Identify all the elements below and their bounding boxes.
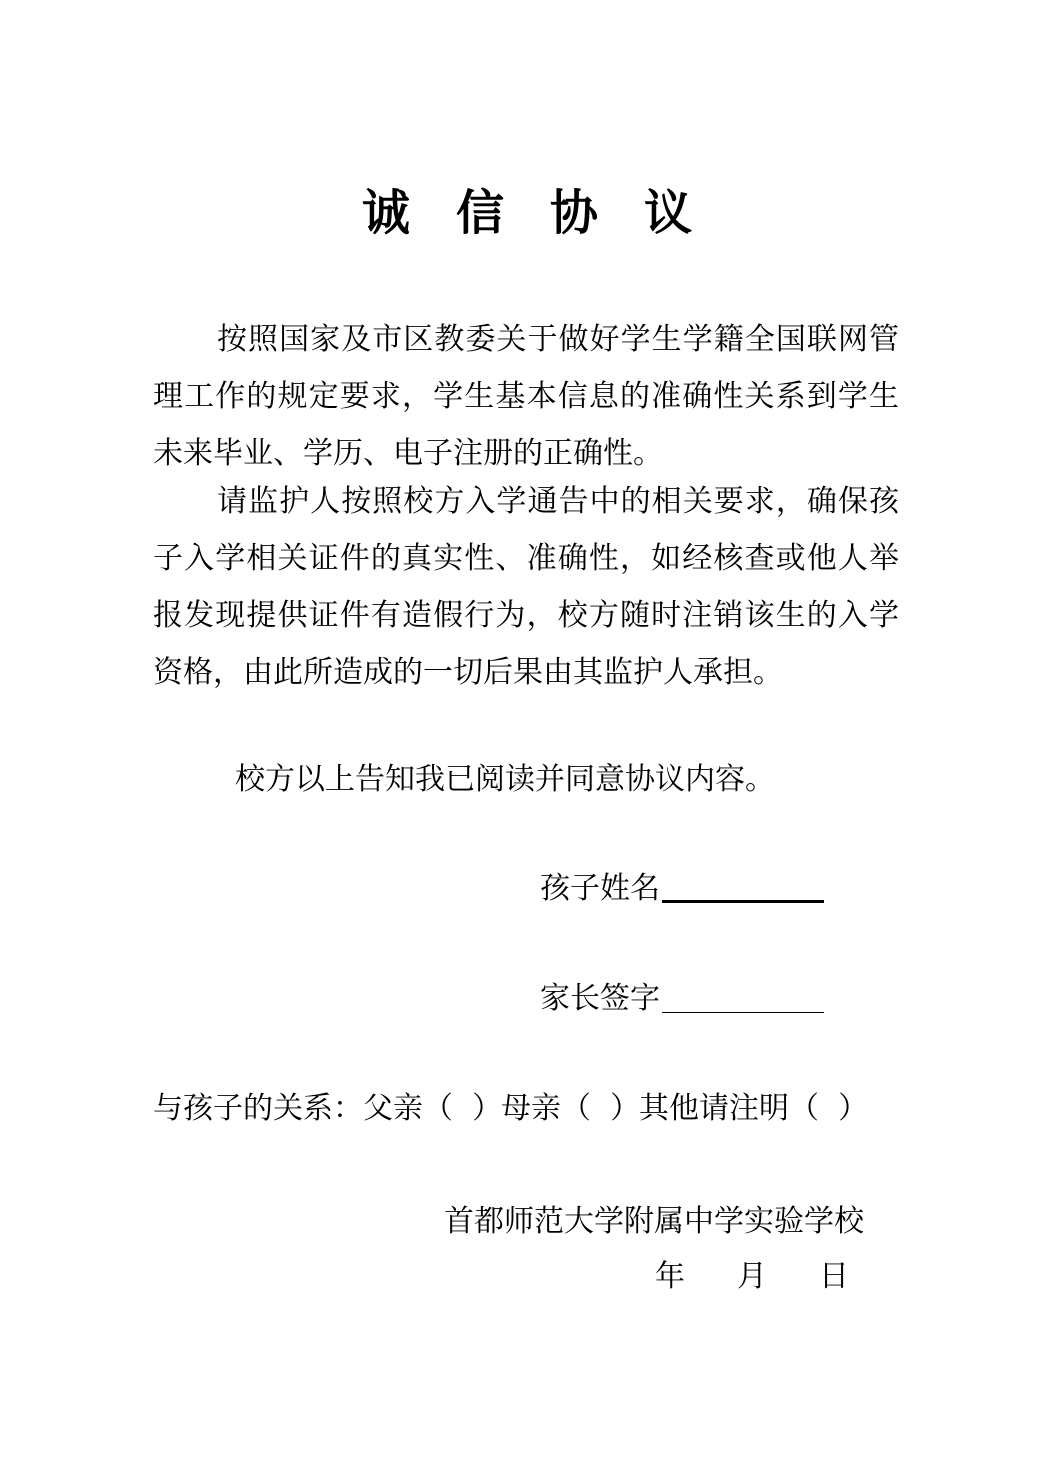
paragraph-guardian-responsibility: 请监护人按照校方入学通告中的相关要求，确保孩子入学相关证件的真实性、准确性，如经核查或他人举报发现提供证件有造假行为，校方随时注销该生的入学资格，由此所造成的一切后果由其监护人承担。 [153,484,899,690]
date-day-label: 日 [819,1259,849,1294]
relation-mother-label: 母亲 [501,1091,561,1126]
child-name-blank[interactable] [662,900,824,903]
relation-row [153,1080,867,1137]
child-name-label: 孩子姓名 [540,871,660,906]
relation-father-checkbox[interactable]: （ ） [423,1091,503,1126]
page-title: 诚信协议 [361,185,738,241]
date-row [655,1248,849,1305]
parent-signature-blank[interactable] [662,1012,824,1013]
relation-mother-checkbox[interactable]: （ ） [561,1091,641,1126]
agreement-statement: 校方以上告知我已阅读并同意协议内容。 [235,762,775,797]
paragraph-requirements: 按照国家及市区教委关于做好学生学籍全国联网管理工作的规定要求，学生基本信息的准确性关系到学生未来毕业、学历、电子注册的正确性。 [153,322,899,471]
relation-label: 与孩子的关系： [153,1091,363,1126]
parent-signature-row [540,970,824,1027]
date-year-label: 年 [655,1259,685,1294]
child-name-row [540,860,824,917]
relation-father-label: 父亲 [363,1091,423,1126]
school-name: 首都师范大学附属中学实验学校 [444,1204,864,1239]
relation-other-label: 其他请注明 [639,1091,789,1126]
relation-other-field[interactable]: （ ） [789,1091,869,1126]
date-month-label: 月 [737,1259,767,1294]
parent-signature-label: 家长签字 [540,981,660,1016]
